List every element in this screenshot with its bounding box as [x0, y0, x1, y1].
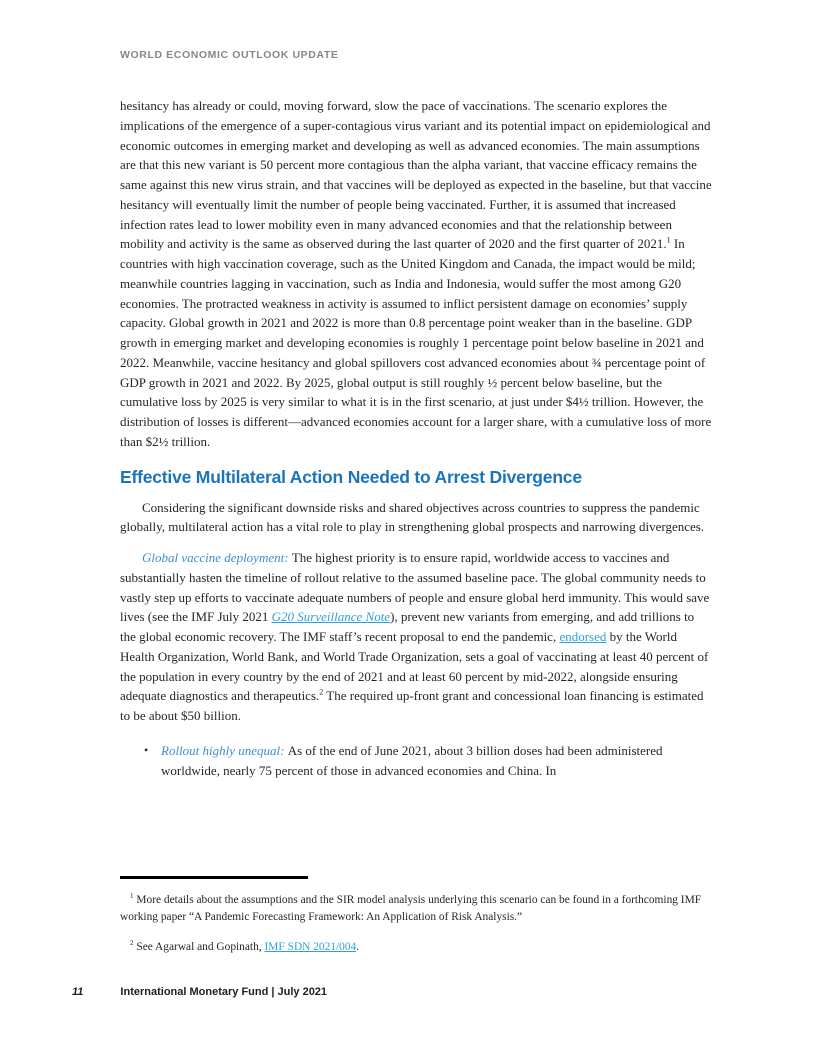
paragraph-multilateral: Considering the significant downside risks and shared objectives across countries to suppress the pandemic globally, multilateral action has a vital role to play in strengthening global prospects and narrowing divergences.	[120, 499, 705, 535]
section-heading: Effective Multilateral Action Needed to Arrest Divergence	[120, 466, 582, 487]
text-run: hesitancy has already or could, moving forward, slow the pace of vaccinations. The scenario explores the implications of the emergence of a super-contagious virus variant and its potential impact on epidemiological and economic outcomes in emerging market and developing as well as advanced economies. The main assumptions are that this new variant is 50 percent more contagious than the alpha variant, that vaccine efficacy remains the same against this new virus strain, and that vaccines will be deployed as expected in the baseline, but that vaccine hesitancy will eventually limit the number of people being vaccinated. Further, it is assumed that increased infection rates lead to lower mobility even in many advanced economies and that the relationship between mobility and activity is the same as observed during the last quarter of 2020 and the first quarter of 2021.	[120, 98, 712, 252]
paragraph-scenario	[120, 96, 712, 452]
text-run: More details about the assumptions and the SIR model analysis underlying this scenario can be found in a forthcoming IMF working paper “A Pandemic Forecasting Framework: An Application of Risk Analysis.”	[120, 894, 702, 924]
text-run: See Agarwal and Gopinath,	[133, 941, 265, 954]
footnote-marker: 1	[130, 892, 134, 901]
bullet-item	[144, 741, 712, 781]
running-header: WORLD ECONOMIC OUTLOOK UPDATE	[120, 49, 339, 61]
page-number: 11	[72, 986, 84, 998]
paragraph-lead: Rollout highly unequal:	[161, 742, 288, 758]
text-run: by the World Health Organization, World Bank, and World Trade Organization, sets a goal of vaccinating at least 40 percent of the population in every country by the end of 2021 and at least 60 percent by mid-2022, alongside ensuring adequate diagnostics and therapeutics.	[120, 629, 709, 704]
footnote-marker: 1	[666, 235, 671, 245]
text-run: The required up-front grant and concessional loan financing is estimated to be about $50 billion.	[120, 688, 704, 723]
paragraph-vaccine-deployment	[120, 548, 712, 726]
inline-link[interactable]: G20 Surveillance Note	[271, 609, 391, 625]
inline-link[interactable]: endorsed	[559, 629, 607, 644]
footnote-1	[120, 892, 712, 926]
footnote-2	[120, 939, 712, 956]
text-run: .	[356, 941, 360, 954]
page-footer	[72, 986, 327, 998]
paragraph-lead: Global vaccine deployment:	[142, 550, 292, 565]
footnote-area	[120, 876, 712, 969]
text-run: In countries with high vaccination coverage, such as the United Kingdom and Canada, the impact would be mild; meanwhile countries lagging in vaccination, such as India and Indonesia, would suffer the most among G20 economies. The protracted weakness in activity is assumed to inflict persistent damage on economies’ supply capacity. Global growth in 2021 and 2022 is more than 0.8 percentage point weaker than in the baseline. GDP growth in emerging market and developing economies is roughly 1 percentage point below baseline in 2021 and 2022. Meanwhile, vaccine hesitancy and global spillovers cost advanced economies about ¾ percentage point of GDP growth in 2021 and 2022. By 2025, global output is still roughly ½ percent below baseline, but the cumulative loss by 2025 is very similar to what it is in the first scenario, at just under $4½ trillion. However, the distribution of losses is different—advanced economies account for a larger share, with a cumulative loss of more than $2½ trillion.	[120, 236, 712, 449]
bullet-paragraph-rollout	[161, 741, 712, 781]
footnote-separator	[120, 876, 308, 879]
footer-text: International Monetary Fund | July 2021	[120, 986, 328, 998]
page-content	[120, 96, 712, 780]
text-run: The highest priority is to ensure rapid, worldwide access to vaccines and substantially hasten the timeline of rollout relative to the assumed baseline pace. The global community needs to vastly step up efforts to vaccinate adequate numbers of people and ensure global herd immunity. This would save lives (see the IMF July 2021	[120, 550, 710, 625]
bullet-icon: •	[144, 742, 149, 757]
text-run: ), prevent new variants from emerging, and add trillions to the global economic recovery. The IMF staff’s recent proposal to end the pandemic,	[120, 609, 695, 644]
footnote-marker: 2	[130, 939, 134, 948]
inline-link[interactable]: IMF SDN 2021/004	[264, 941, 357, 954]
text-run: As of the end of June 2021, about 3 billion doses had been administered worldwide, nearly 75 percent of those in advanced economies and China. In	[161, 742, 663, 778]
footnote-marker: 2	[319, 687, 324, 697]
